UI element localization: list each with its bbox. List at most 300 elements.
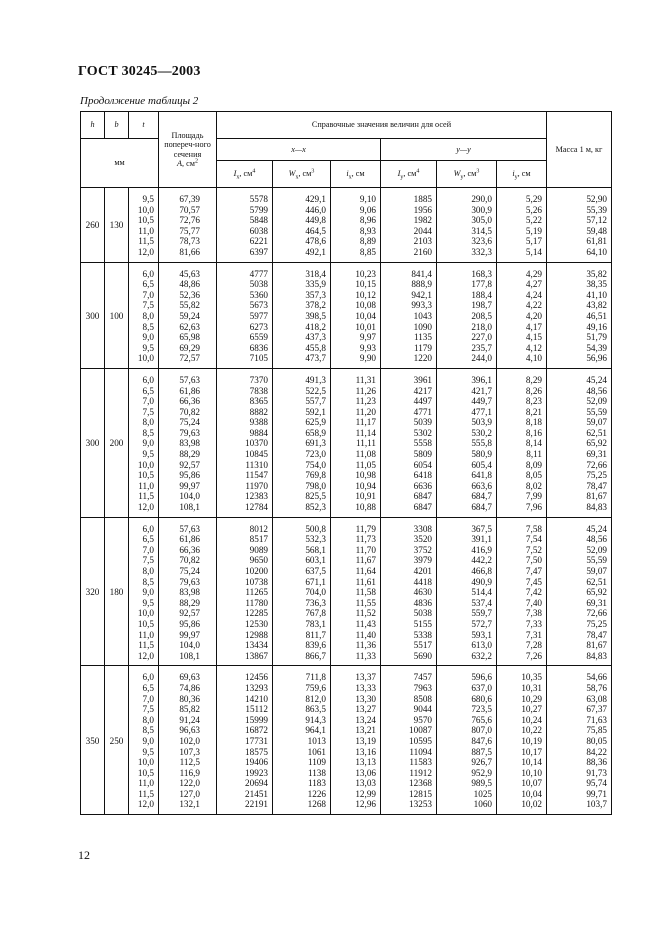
table-cell: 11,31 <box>355 374 376 385</box>
table-cell: 7,33 <box>525 618 542 629</box>
table-cell: 9,0 <box>142 332 154 343</box>
table-cell: 8,0 <box>142 566 154 576</box>
table-cell: 49,16 <box>586 321 607 332</box>
table-cell: 13293 <box>245 682 268 693</box>
table-cell: 5038 <box>413 608 432 619</box>
table-cell: 4777 <box>249 268 268 279</box>
table-cell: 887,5 <box>471 746 492 757</box>
table-cell: 5578 <box>249 194 268 204</box>
table-cell: 8,21 <box>525 406 542 417</box>
table-cell: 70,57 <box>179 204 200 215</box>
table-cell: 79,63 <box>179 576 200 587</box>
ry-unit: , см <box>517 169 531 179</box>
table-cell: 1135 <box>413 332 432 343</box>
col-wx-header: $W_x$, $см^3$ <box>273 161 331 188</box>
table-cell: 10,07 <box>521 778 542 789</box>
table-cell: 72,66 <box>586 459 607 470</box>
b-value: 180 <box>105 517 129 666</box>
table-cell: 22191 <box>245 799 268 810</box>
table-cell: 69,31 <box>586 449 607 460</box>
table-cell: 83,98 <box>179 587 200 598</box>
table-cell: 555,8 <box>471 438 492 449</box>
table-cell: 532,3 <box>305 534 326 545</box>
table-row-group <box>81 517 612 666</box>
table-cell: 20694 <box>245 778 268 789</box>
area-symbol: A <box>177 158 183 168</box>
table-cell: 107,3 <box>179 746 200 757</box>
table-cell: 13867 <box>245 650 268 661</box>
table-cell: 41,10 <box>586 289 607 300</box>
table-cell: 95,86 <box>179 618 200 629</box>
table-cell: 84,83 <box>586 650 607 661</box>
t-values <box>129 188 159 263</box>
table-cell: 11912 <box>409 767 432 778</box>
table-cell: 632,2 <box>471 650 492 661</box>
table-cell: 88,29 <box>179 449 200 460</box>
table-cell: 723,0 <box>305 449 326 460</box>
table-cell: 5039 <box>413 417 432 428</box>
table-cell: 69,31 <box>586 597 607 608</box>
table-cell: 4217 <box>413 385 432 396</box>
h-value: 300 <box>81 368 105 517</box>
mass-values <box>547 262 612 368</box>
table-cell: 8,16 <box>525 427 542 438</box>
table-cell: 613,0 <box>471 640 492 651</box>
table-cell: 10200 <box>245 566 268 576</box>
table-cell: 8,0 <box>142 714 154 725</box>
ix-values <box>217 262 273 368</box>
table-cell: 13,37 <box>355 672 376 683</box>
table-cell: 10845 <box>245 449 268 460</box>
table-cell: 442,2 <box>471 555 492 566</box>
table-cell: 13,13 <box>355 757 376 768</box>
table-cell: 11547 <box>245 470 268 481</box>
table-cell: 10,0 <box>137 608 154 619</box>
table-cell: 866,7 <box>305 650 326 661</box>
col-rx-header: $i_x$, см <box>331 161 381 188</box>
table-cell: 9,0 <box>142 735 154 746</box>
b-value: 200 <box>105 368 129 517</box>
table-cell: 92,57 <box>179 608 200 619</box>
table-cell: 9,0 <box>142 438 154 449</box>
table-cell: 62,51 <box>586 576 607 587</box>
table-cell: 9570 <box>413 714 432 725</box>
t-values <box>129 262 159 368</box>
table-cell: 10,94 <box>355 480 376 491</box>
table-cell: 11,55 <box>355 597 376 608</box>
table-cell: 455,8 <box>305 342 326 353</box>
table-cell: 8882 <box>249 406 268 417</box>
table-cell: 323,6 <box>471 236 492 247</box>
table-cell: 3520 <box>413 534 432 545</box>
table-cell: 8,18 <box>525 417 542 428</box>
table-cell: 78,73 <box>179 236 200 247</box>
ry-values <box>497 188 547 263</box>
table-cell: 11970 <box>245 480 268 491</box>
table-cell: 55,59 <box>586 406 607 417</box>
table-cell: 10,17 <box>521 746 542 757</box>
table-cell: 9,10 <box>359 194 376 204</box>
table-cell: 10370 <box>245 438 268 449</box>
table-cell: 7,0 <box>142 544 154 555</box>
area-values <box>159 262 217 368</box>
table-cell: 6038 <box>249 225 268 236</box>
table-cell: 55,59 <box>586 555 607 566</box>
table-cell: 57,12 <box>586 215 607 226</box>
table-cell: 7,5 <box>142 704 154 715</box>
table-cell: 863,5 <box>305 704 326 715</box>
table-cell: 177,8 <box>471 279 492 290</box>
table-cell: 66,36 <box>179 396 200 407</box>
table-cell: 75,25 <box>586 618 607 629</box>
table-cell: 3961 <box>413 374 432 385</box>
table-cell: 7457 <box>413 672 432 683</box>
wx-values <box>273 368 331 517</box>
table-cell: 7,5 <box>142 406 154 417</box>
table-cell: 52,09 <box>586 396 607 407</box>
table-cell: 7,54 <box>525 534 542 545</box>
table-cell: 72,66 <box>586 608 607 619</box>
table-cell: 8,29 <box>525 374 542 385</box>
table-cell: 603,1 <box>305 555 326 566</box>
table-cell: 5302 <box>413 427 432 438</box>
page-number: 12 <box>78 848 90 862</box>
table-cell: 7,40 <box>525 597 542 608</box>
wy-values <box>437 188 497 263</box>
table-cell: 1109 <box>307 757 326 768</box>
table-cell: 43,82 <box>586 300 607 311</box>
table-cell: 11,43 <box>355 618 376 629</box>
table-cell: 378,2 <box>305 300 326 311</box>
table-cell: 11,5 <box>138 640 154 651</box>
table-cell: 5338 <box>413 629 432 640</box>
table-cell: 61,81 <box>586 236 607 247</box>
table-cell: 10,22 <box>521 725 542 736</box>
table-cell: 1060 <box>473 799 492 810</box>
table-cell: 9,06 <box>359 204 376 215</box>
table-cell: 10738 <box>245 576 268 587</box>
table-cell: 839,6 <box>305 640 326 651</box>
table-cell: 6559 <box>249 332 268 343</box>
table-cell: 81,67 <box>586 491 607 502</box>
table-cell: 80,05 <box>586 735 607 746</box>
table-cell: 10,5 <box>137 767 154 778</box>
table-cell: 572,7 <box>471 618 492 629</box>
table-cell: 7,31 <box>525 629 542 640</box>
table-cell: 9388 <box>249 417 268 428</box>
table-cell: 429,1 <box>305 194 326 204</box>
table-cell: 522,5 <box>305 385 326 396</box>
table-cell: 66,36 <box>179 544 200 555</box>
table-cell: 11,70 <box>355 544 376 555</box>
table-cell: 8,96 <box>359 215 376 226</box>
area-values <box>159 368 217 517</box>
table-cell: 3308 <box>413 523 432 534</box>
table-cell: 11,17 <box>355 417 376 428</box>
table-cell: 11,5 <box>138 491 154 502</box>
wy-unit: , см <box>463 169 477 179</box>
table-cell: 11,0 <box>138 629 154 640</box>
table-cell: 6,5 <box>142 279 154 290</box>
table-cell: 55,82 <box>179 300 200 311</box>
table-cell: 17731 <box>245 735 268 746</box>
table-cell: 1268 <box>307 799 326 810</box>
table-cell: 4201 <box>413 566 432 576</box>
table-cell: 335,9 <box>305 279 326 290</box>
table-cell: 9650 <box>249 555 268 566</box>
table-cell: 625,9 <box>305 417 326 428</box>
table-cell: 11310 <box>245 459 268 470</box>
table-cell: 99,71 <box>586 788 607 799</box>
table-cell: 72,57 <box>179 353 200 364</box>
table-cell: 989,5 <box>471 778 492 789</box>
table-cell: 300,9 <box>471 204 492 215</box>
table-cell: 65,92 <box>586 438 607 449</box>
units-mm-header: мм <box>81 139 159 188</box>
table-cell: 11,5 <box>138 788 154 799</box>
table-cell: 290,0 <box>471 194 492 204</box>
iy-values <box>381 188 437 263</box>
wx-values <box>273 666 331 815</box>
table-cell: 72,76 <box>179 215 200 226</box>
table-cell: 4,24 <box>525 289 542 300</box>
table-cell: 637,0 <box>471 682 492 693</box>
table-cell: 4,15 <box>525 332 542 343</box>
table-cell: 52,36 <box>179 289 200 300</box>
table-cell: 7,96 <box>525 502 542 513</box>
table-cell: 10,04 <box>521 788 542 799</box>
table-cell: 1226 <box>307 788 326 799</box>
table-cell: 1982 <box>413 215 432 226</box>
table-cell: 11,05 <box>355 459 376 470</box>
table-cell: 514,4 <box>471 587 492 598</box>
table-cell: 21451 <box>245 788 268 799</box>
table-cell: 10595 <box>409 735 432 746</box>
table-cell: 13,19 <box>355 735 376 746</box>
table-cell: 62,63 <box>179 321 200 332</box>
table-cell: 12784 <box>245 502 268 513</box>
table-cell: 4418 <box>413 576 432 587</box>
table-cell: 62,51 <box>586 427 607 438</box>
table-cell: 5,26 <box>525 204 542 215</box>
table-cell: 2044 <box>413 225 432 236</box>
table-cell: 500,8 <box>305 523 326 534</box>
table-cell: 5517 <box>413 640 432 651</box>
table-cell: 5038 <box>249 279 268 290</box>
table-cell: 13,27 <box>355 704 376 715</box>
wy-values <box>437 517 497 666</box>
table-cell: 2160 <box>413 246 432 257</box>
mass-values <box>547 368 612 517</box>
table-cell: 10,5 <box>137 470 154 481</box>
table-cell: 69,29 <box>179 342 200 353</box>
table-cell: 19406 <box>245 757 268 768</box>
table-cell: 4,22 <box>525 300 542 311</box>
rx-values <box>331 368 381 517</box>
document-title: ГОСТ 30245—2003 <box>78 64 201 79</box>
table-cell: 75,25 <box>586 470 607 481</box>
table-cell: 9044 <box>413 704 432 715</box>
table-cell: 580,9 <box>471 449 492 460</box>
table-cell: 15999 <box>245 714 268 725</box>
table-cell: 759,6 <box>305 682 326 693</box>
table-cell: 637,5 <box>305 566 326 576</box>
table-cell: 11,36 <box>355 640 376 651</box>
table-cell: 926,7 <box>471 757 492 768</box>
table-cell: 10,01 <box>355 321 376 332</box>
table-cell: 45,63 <box>179 268 200 279</box>
table-cell: 10,15 <box>355 279 376 290</box>
table-cell: 12383 <box>245 491 268 502</box>
table-cell: 10,0 <box>137 757 154 768</box>
table-cell: 78,47 <box>586 480 607 491</box>
table-cell: 8,09 <box>525 459 542 470</box>
table-cell: 841,4 <box>411 268 432 279</box>
table-cell: 1956 <box>413 204 432 215</box>
table-cell: 11,33 <box>355 650 376 661</box>
table-cell: 235,7 <box>471 342 492 353</box>
area-values <box>159 666 217 815</box>
table-cell: 11,5 <box>138 236 154 247</box>
table-cell: 477,1 <box>471 406 492 417</box>
table-cell: 4,29 <box>525 268 542 279</box>
table-cell: 13,30 <box>355 693 376 704</box>
table-cell: 11094 <box>409 746 432 757</box>
table-cell: 104,0 <box>179 640 200 651</box>
table-cell: 51,79 <box>586 332 607 343</box>
wx-values <box>273 262 331 368</box>
table-cell: 11,67 <box>355 555 376 566</box>
table-cell: 1179 <box>413 342 432 353</box>
table-cell: 5558 <box>413 438 432 449</box>
table-cell: 1183 <box>307 778 326 789</box>
table-cell: 13253 <box>409 799 432 810</box>
table-cell: 568,1 <box>305 544 326 555</box>
table-cell: 95,74 <box>586 778 607 789</box>
b-value: 130 <box>105 188 129 263</box>
mass-values <box>547 188 612 263</box>
table-cell: 888,9 <box>411 279 432 290</box>
table-cell: 81,67 <box>586 640 607 651</box>
table-cell: 8,5 <box>142 321 154 332</box>
table-cell: 663,6 <box>471 480 492 491</box>
axis-x-header: x—x <box>217 139 381 161</box>
table-cell: 168,3 <box>471 268 492 279</box>
table-cell: 10,5 <box>137 618 154 629</box>
table-cell: 4771 <box>413 406 432 417</box>
table-cell: 127,0 <box>179 788 200 799</box>
iy-values <box>381 666 437 815</box>
ix-values <box>217 517 273 666</box>
table-cell: 8,5 <box>142 725 154 736</box>
table-cell: 4,12 <box>525 342 542 353</box>
rx-values <box>331 188 381 263</box>
table-cell: 112,5 <box>179 757 200 768</box>
table-cell: 7,28 <box>525 640 542 651</box>
area-label: Площадь попереч-ного сечения <box>164 131 211 159</box>
table-cell: 78,47 <box>586 629 607 640</box>
table-cell: 132,1 <box>179 799 200 810</box>
table-cell: 4,17 <box>525 321 542 332</box>
b-value: 250 <box>105 666 129 815</box>
table-cell: 11583 <box>409 757 432 768</box>
table-cell: 8,02 <box>525 480 542 491</box>
table-cell: 5,29 <box>525 194 542 204</box>
table-cell: 704,0 <box>305 587 326 598</box>
table-cell: 449,8 <box>305 215 326 226</box>
table-cell: 357,3 <box>305 289 326 300</box>
table-cell: 12,0 <box>137 799 154 810</box>
table-cell: 8508 <box>413 693 432 704</box>
table-cell: 1025 <box>473 788 492 799</box>
table-cell: 16872 <box>245 725 268 736</box>
reference-values-header: Справочные значения величин для осей <box>217 112 547 139</box>
table-cell: 84,22 <box>586 746 607 757</box>
table-cell: 658,9 <box>305 427 326 438</box>
table-cell: 1013 <box>307 735 326 746</box>
ix-values <box>217 368 273 517</box>
table-cell: 1885 <box>413 194 432 204</box>
table-cell: 9,5 <box>142 342 154 353</box>
table-cell: 7,58 <box>525 523 542 534</box>
table-cell: 7,50 <box>525 555 542 566</box>
wx-unit: , см <box>298 169 312 179</box>
table-cell: 4630 <box>413 587 432 598</box>
table-cell: 227,0 <box>471 332 492 343</box>
table-cell: 74,86 <box>179 682 200 693</box>
table-cell: 684,7 <box>471 491 492 502</box>
h-value: 260 <box>81 188 105 263</box>
table-cell: 59,24 <box>179 310 200 321</box>
table-cell: 691,3 <box>305 438 326 449</box>
table-cell: 398,5 <box>305 310 326 321</box>
table-cell: 367,5 <box>471 523 492 534</box>
table-cell: 10,23 <box>355 268 376 279</box>
table-cell: 7,0 <box>142 693 154 704</box>
table-cell: 10,29 <box>521 693 542 704</box>
table-cell: 48,86 <box>179 279 200 290</box>
table-cell: 421,7 <box>471 385 492 396</box>
table-cell: 38,35 <box>586 279 607 290</box>
table-cell: 6847 <box>413 502 432 513</box>
table-cell: 75,24 <box>179 566 200 576</box>
table-cell: 10,0 <box>137 204 154 215</box>
table-cell: 7,52 <box>525 544 542 555</box>
table-cell: 8,26 <box>525 385 542 396</box>
wx-values <box>273 188 331 263</box>
table-cell: 7,5 <box>142 555 154 566</box>
wx-values <box>273 517 331 666</box>
table-body <box>81 188 612 815</box>
table-cell: 13,21 <box>355 725 376 736</box>
table-cell: 56,96 <box>586 353 607 364</box>
table-cell: 418,2 <box>305 321 326 332</box>
table-cell: 8,93 <box>359 225 376 236</box>
table-cell: 7,26 <box>525 650 542 661</box>
table-cell: 5809 <box>413 449 432 460</box>
table-cell: 11780 <box>245 597 268 608</box>
table-cell: 593,1 <box>471 629 492 640</box>
table-cell: 13,03 <box>355 778 376 789</box>
table-cell: 14210 <box>245 693 268 704</box>
table-cell: 10,91 <box>355 491 376 502</box>
table-cell: 446,0 <box>305 204 326 215</box>
table-cell: 11,73 <box>355 534 376 545</box>
table-cell: 9,93 <box>359 342 376 353</box>
table-cell: 449,7 <box>471 396 492 407</box>
table-cell: 9,5 <box>142 746 154 757</box>
table-cell: 596,6 <box>471 672 492 683</box>
